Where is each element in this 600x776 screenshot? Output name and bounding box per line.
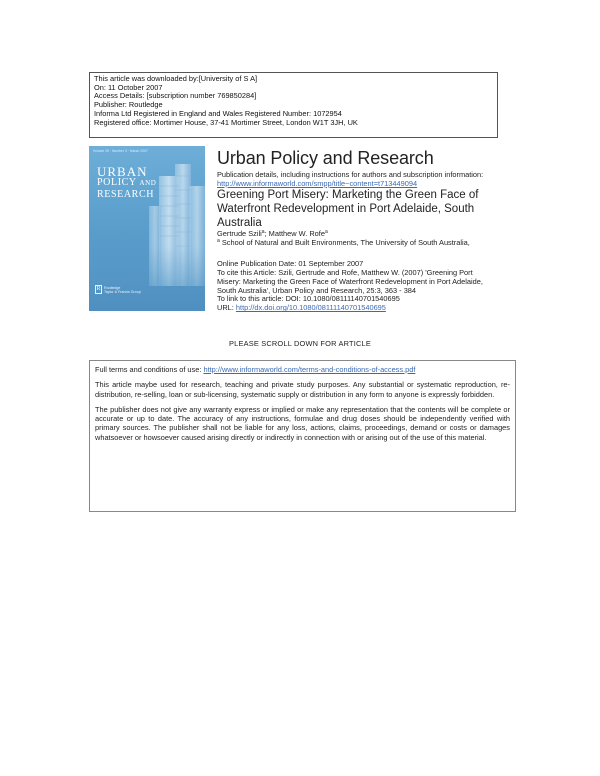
cover-publisher xyxy=(104,286,141,294)
affiliation-marker: a xyxy=(217,238,220,244)
publication-details-label: Publication details, including instructions for authors and subscription information: xyxy=(217,170,484,179)
terms-paragraph-usage: This article maybe used for research, teaching and private study purposes. Any substantial or systematic reproduction, re-distribution, re-selling, loan or sub-licensing, systematic supply or distribution in any form to anyone is expressly forbidden. xyxy=(95,380,510,399)
article-authors xyxy=(217,229,328,238)
publication-details-link[interactable]: http://www.informaworld.com/smpp/title~content=t713449094 xyxy=(217,178,418,188)
citation-block xyxy=(217,269,502,313)
citation-line: Misery: Marketing the Green Face of Waterfront Redevelopment in Port Adelaide, xyxy=(217,276,483,286)
author-name: Matthew W. Rofe xyxy=(268,229,325,238)
cover-title-line2 xyxy=(97,177,167,189)
author-affiliation-marker: a xyxy=(261,229,265,235)
download-info-line: Informa Ltd Registered in England and Wales Registered Number: 1072954 xyxy=(94,108,342,118)
download-info-box xyxy=(89,72,498,138)
affiliation-text: School of Natural and Built Environments, The University of South Australia, xyxy=(221,238,470,247)
author-affiliation-marker: a xyxy=(324,229,328,235)
download-info-line: This article was downloaded by:[University of S A] xyxy=(94,74,258,83)
terms-and-conditions-box xyxy=(89,360,516,512)
citation-url-label: URL: xyxy=(217,303,236,313)
cover-title-word-policy: POLICY xyxy=(97,177,137,188)
terms-link[interactable]: http://www.informaworld.com/terms-and-conditions-of-access.pdf xyxy=(203,365,416,374)
article-title: Greening Port Misery: Marketing the Green Face of Waterfront Redevelopment in Port Adelaide, South Australia xyxy=(217,189,479,229)
doi-link[interactable]: http://dx.doi.org/10.1080/08111140701540695 xyxy=(235,303,386,313)
cover-publisher-name: Routledge xyxy=(104,286,121,290)
download-info-line: Publisher: Routledge xyxy=(94,100,163,110)
cover-title-line1: URBAN xyxy=(97,164,148,179)
author-affiliation xyxy=(217,238,470,247)
full-terms-line xyxy=(95,365,510,374)
citation-line: To cite this Article: Szili, Gertrude and Rofe, Matthew W. (2007) 'Greening Port xyxy=(217,268,473,277)
journal-title: Urban Policy and Research xyxy=(217,148,434,168)
download-info-line: On: 11 October 2007 xyxy=(94,82,163,92)
scroll-down-notice: PLEASE SCROLL DOWN FOR ARTICLE xyxy=(229,339,371,348)
citation-doi-line: To link to this article: DOI: 10.1080/08111140701540695 xyxy=(217,294,400,304)
author-name: Gertrude Szili xyxy=(217,229,262,238)
citation-url-line xyxy=(217,304,502,313)
routledge-logo-icon: R xyxy=(96,286,101,292)
cover-title-word-and: AND xyxy=(139,179,157,187)
download-info-line: Registered office: Mortimer House, 37-41 Mortimer Street, London W1T 3JH, UK xyxy=(94,117,358,127)
publication-details xyxy=(217,171,483,188)
journal-cover-image xyxy=(89,146,205,311)
full-terms-label: Full terms and conditions of use: xyxy=(95,365,204,374)
author-separator: ; xyxy=(264,229,269,238)
cover-title-line3: RESEARCH xyxy=(97,189,155,200)
cover-publisher-group: Taylor & Francis Group xyxy=(104,290,141,295)
cover-title xyxy=(97,166,167,200)
terms-paragraph-disclaimer: The publisher does not give any warranty express or implied or make any representation that the contents will be complete or accurate or up to date. The accuracy of any instructions, formulae and drug doses should be independently verified with primary sources. The publisher shall not be liable for any loss, actions, claims, proceedings, demand or costs or damages whatsoever or howsoever caused arising directly or indirectly in connection with or arising out of the use of this material. xyxy=(95,404,510,442)
cover-issue-info: Volume 25 · Number 3 · March 2007 xyxy=(93,149,148,153)
online-publication-date: Online Publication Date: 01 September 2007 xyxy=(217,259,364,268)
citation-line: South Australia', Urban Policy and Research, 25:3, 363 - 384 xyxy=(217,285,417,295)
download-info-line: Access Details: [subscription number 769850284] xyxy=(94,91,257,101)
